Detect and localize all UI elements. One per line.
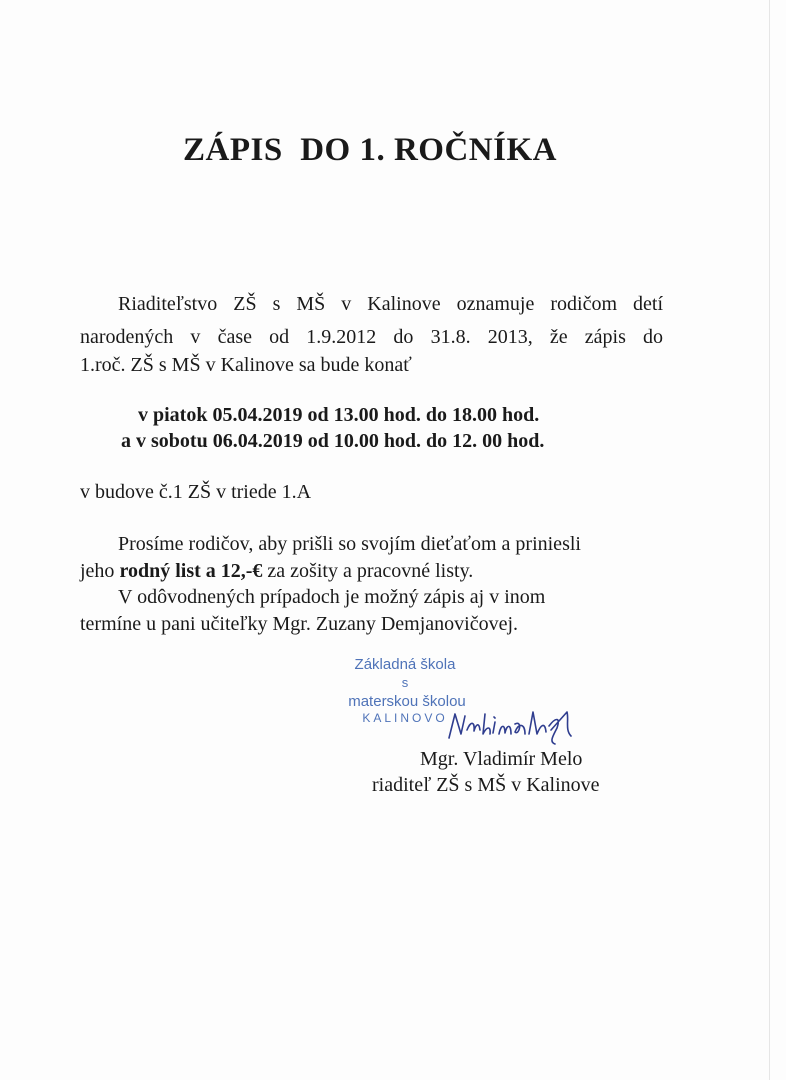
signatory-name: Mgr. Vladimír Melo (420, 748, 583, 770)
school-stamp-line-1: Základná škola (354, 656, 456, 673)
exception-line-1: V odôvodnených prípadoch je možný zápis aj v inom (118, 586, 546, 608)
intro-line-2: narodených v čase od 1.9.2012 do 31.8. 2013, že zápis do (80, 326, 663, 348)
date-line-1: v piatok 05.04.2019 od 13.00 hod. do 18.00 hod. (138, 404, 540, 426)
exception-line-2: termíne u pani učiteľky Mgr. Zuzany Demjanovičovej. (80, 613, 518, 635)
request-line-2-bold: rodný list a 12,-€ (119, 560, 263, 582)
request-line-2-start: jeho (80, 560, 120, 582)
request-line-2-end: za zošity a pracovné listy. (262, 560, 474, 582)
intro-line-3: 1.roč. ZŠ s MŠ v Kalinove sa bude konať (80, 354, 412, 376)
signatory-role: riaditeľ ZŠ s MŠ v Kalinove (372, 774, 600, 796)
school-stamp-line-4: KALINOVO (362, 711, 448, 725)
date-line-2: a v sobotu 06.04.2019 od 10.00 hod. do 12. 00 hod. (121, 430, 545, 452)
scan-edge-line (769, 0, 770, 1080)
request-line-1: Prosíme rodičov, aby prišli so svojím dieťaťom a priniesli (118, 533, 581, 555)
request-line-2 (80, 557, 473, 585)
handwritten-signature-icon (445, 700, 575, 750)
intro-line-1: Riaditeľstvo ZŠ s MŠ v Kalinove oznamuje rodičom detí (118, 293, 663, 315)
school-stamp-line-2: s (401, 675, 409, 690)
location-line: v budove č.1 ZŠ v triede 1.A (80, 481, 312, 503)
school-stamp-line-3: materskou školou (348, 693, 466, 710)
document-title: ZÁPIS DO 1. ROČNÍKA (183, 132, 557, 168)
